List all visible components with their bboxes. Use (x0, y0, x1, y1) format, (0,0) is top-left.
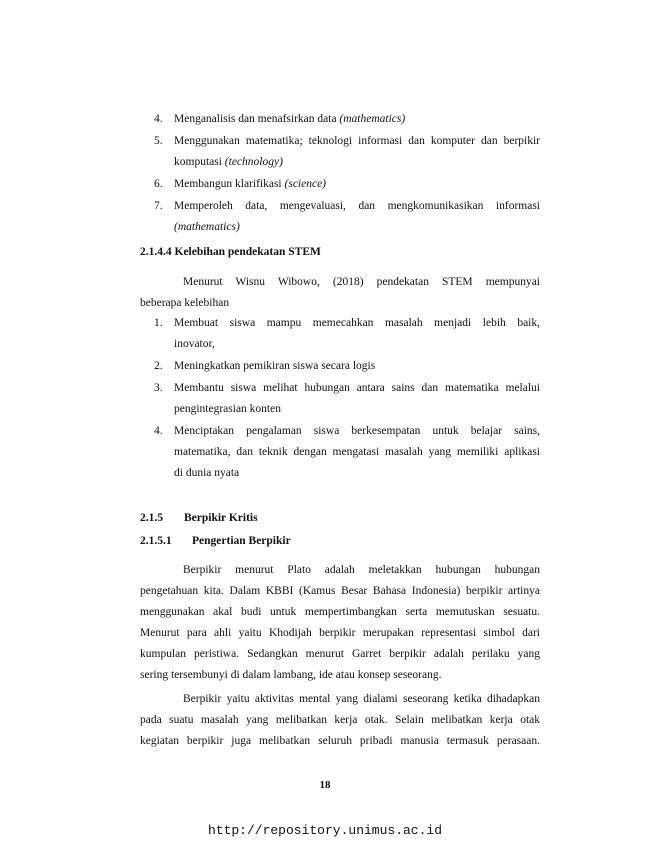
list-item-text (174, 421, 540, 484)
list-item-text (174, 131, 540, 173)
list-item-line: Menciptakan pengalaman siswa berkesempatan untuk belajar sains, (174, 425, 540, 437)
list-item-line: Membantu siswa melihat hubungan antara sains dan matematika melalui (174, 382, 540, 394)
list-item-text (174, 356, 540, 377)
list-item-number: 4. (154, 113, 163, 125)
paragraph-line: kumpulan peristiwa. Sedangkan menurut Garret berpikir adalah perilaku yang (140, 648, 540, 660)
paragraph-line: pengetahuan kita. Dalam KBBI (Kamus Besar Bahasa Indonesia) berpikir artinya (140, 585, 540, 597)
paragraph-line: Berpikir yaitu aktivitas mental yang dialami seseorang ketika dihadapkan (183, 693, 540, 705)
paragraph-line: menggunakan akal budi untuk mempertimbangkan serta memutuskan sesuatu. (140, 606, 540, 618)
list-item-line: Membangun klarifikasi (science) (174, 178, 327, 190)
list-item-line: Membuat siswa mampu memecahkan masalah menjadi lebih baik, (174, 317, 540, 329)
paragraph-line: Berpikir menurut Plato adalah meletakkan hubungan hubungan (183, 564, 540, 576)
list-item-number: 4. (154, 425, 163, 437)
list-item-number: 1. (154, 317, 163, 329)
list-item-text (174, 378, 540, 420)
list-item-line: Meningkatkan pemikiran siswa secara logis (174, 360, 376, 372)
list-item-number: 7. (154, 200, 163, 212)
footer-url[interactable]: http://repository.unimus.ac.id (207, 823, 443, 838)
list-item-line: Menganalisis dan menafsirkan data (mathematics) (174, 113, 406, 125)
page-number: 18 (319, 779, 331, 791)
list-item-line: pengintegrasian konten (174, 403, 281, 415)
list-item-text (174, 313, 540, 355)
list-item-line: inovator, (174, 338, 215, 350)
paragraph-line: sering tersembunyi di dalam lambang, ide atau konsep seseorang. (140, 669, 442, 681)
list-item-line: di dunia nyata (174, 467, 240, 479)
list-item-line: matematika, dan teknik dengan mengatasi masalah yang memiliki aplikasi (174, 446, 540, 458)
list-item-number: 6. (154, 178, 163, 190)
list-item-text (174, 174, 540, 195)
paragraph-line: Menurut para ahli yaitu Khodijah berpikir merupakan representasi simbol dari (140, 627, 540, 639)
list-item-line: Memperoleh data, mengevaluasi, dan mengkomunikasikan informasi (174, 200, 540, 212)
list-item-number: 5. (154, 135, 163, 147)
list-item-number: 2. (154, 360, 163, 372)
list-item-line: komputasi (technology) (174, 156, 283, 168)
section-heading-critical-thinking: 2.1.5 Berpikir Kritis (140, 512, 258, 524)
section-heading-stem-advantages: 2.1.4.4 Kelebihan pendekatan STEM (140, 246, 321, 258)
intro-line: beberapa kelebihan (140, 297, 230, 309)
list-item-line: (mathematics) (174, 221, 240, 233)
intro-paragraph (140, 272, 540, 314)
list-item-text (174, 196, 540, 238)
intro-line: Menurut Wisnu Wibowo, (2018) pendekatan STEM mempunyai (183, 276, 540, 288)
paragraph-line: pada suatu masalah yang melibatkan kerja otak. Selain melibatkan kerja otak (140, 714, 540, 726)
paragraph-thinking-activity (140, 689, 540, 752)
paragraph-thinking-definition (140, 560, 540, 686)
list-item-number: 3. (154, 382, 163, 394)
list-item-text (174, 109, 540, 130)
list-item-line: Menggunakan matematika; teknologi informasi dan komputer dan berpikir (174, 135, 540, 147)
section-heading-thinking-definition: 2.1.5.1 Pengertian Berpikir (140, 535, 291, 547)
paragraph-line: kegiatan berpikir juga melibatkan seluruh pribadi manusia termasuk perasaan. (140, 735, 540, 747)
